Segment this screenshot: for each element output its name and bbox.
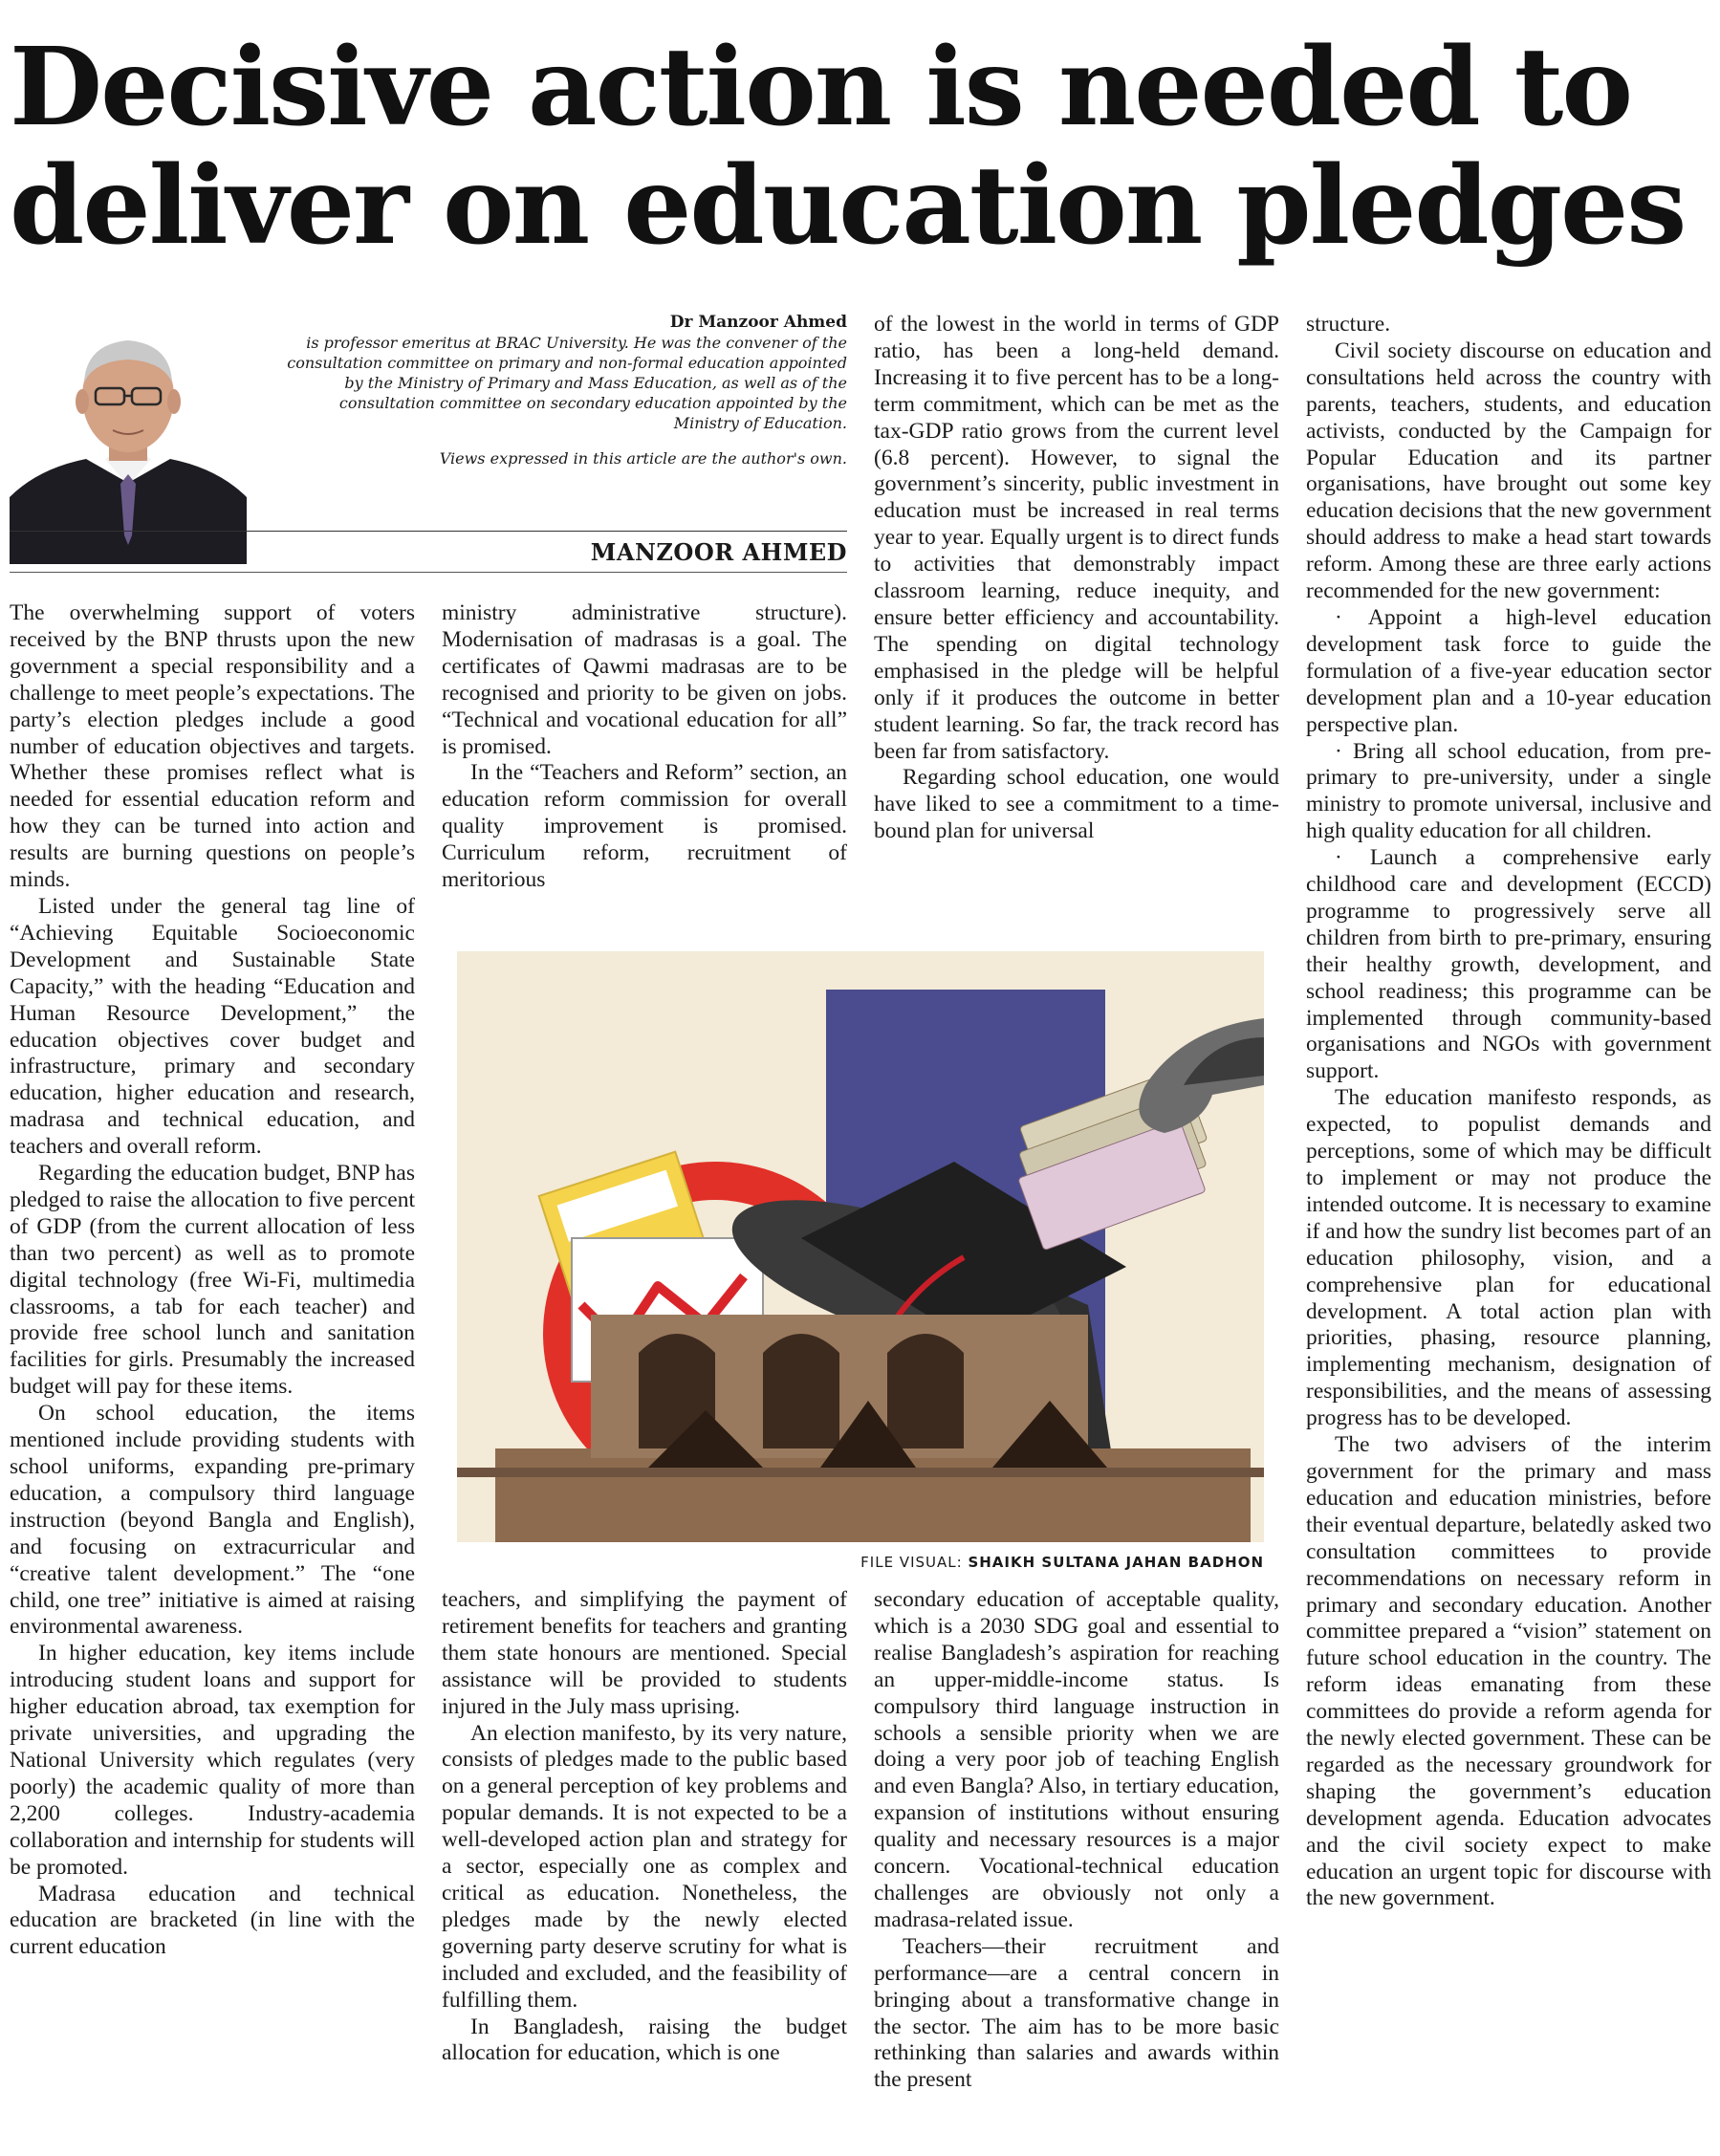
byline: MANZOOR AHMED [590,538,847,566]
byline-bottom-rule [10,572,847,573]
paragraph: teachers, and simplifying the payment of retirement benefits for teachers and granting them state honours are mentioned. Special assistance will be provided to students injured in the July mass uprising. [442,1587,847,1719]
image-credit-label: FILE VISUAL: [860,1554,963,1571]
paragraph: ministry administrative structure). Modernisation of madrasas is a goal. The certificates of Qawmi madrasas are to be recognised and priority to be given on jobs. “Technical and vocational education for all” is promised. [442,600,847,759]
paragraph: The education manifesto responds, as expected, to populist demands and perceptions, some of which may be difficult to implement or may not produce the intended outcome. It is necessary to examine if and how the sundry list becomes part of an education philosophy, vision, and a comprehensive plan for educational development. A total action plan with priorities, phasing, resource planning, implementing mechanism, designation of responsibilities, and the means of assessing progress has to be developed. [1306,1085,1711,1431]
paragraph: Teachers—their recruitment and performance—are a central concern in bringing about a transformative change in the sector. The aim has to be more basic rethinking than salaries and awards within the present [874,1933,1279,2093]
paragraph: · Launch a comprehensive early childhood care and development (ECCD) programme to progressively serve all children from birth to pre-primary, ensuring their healthy growth, development, and school readiness; this programme can be implemented through community-based organisations and NGOs with government support. [1306,845,1711,1084]
author-portrait [10,316,247,564]
article-column-2-bottom [442,1587,847,2067]
byline-top-rule [10,531,847,532]
paragraph: On school education, the items mentioned include providing students with school uniforms, expanding pre-primary education, a compulsory third language instruction (beyond Bangla and English), and focusing on extracurricular and “creative talent development.” The “one child, one tree” initiative is aimed at raising environmental awareness. [10,1401,415,1640]
headline: Decisive action is needed to deliver on education pledges [10,25,1686,269]
paragraph: Civil society discourse on education and consultations held across the country with parents, teachers, students, and education activists, conducted by the Campaign for Popular Education and its partner organisations, have brought out some key education decisions that the new government should address to make a head start towards reform. Among these are three early actions recommended for the new government: [1306,338,1711,604]
education-budget-illustration [457,951,1264,1542]
paragraph: secondary education of acceptable quality, which is a 2030 SDG goal and essential to realise Bangladesh’s aspiration for reaching an upper-middle-income status. Is compulsory third language instruction in schools a sensible priority when we are doing a very poor job of teaching English and even Bangla? Also, in tertiary education, expansion of institutions without ensuring quality and necessary resources is a major concern. Vocational-technical education challenges are obviously not only a madrasa-related issue. [874,1587,1279,1932]
article-column-4 [1306,312,1711,1912]
image-credit-name: SHAIKH SULTANA JAHAN BADHON [968,1554,1264,1571]
article-column-2-top [442,600,847,894]
paragraph: structure. [1306,312,1391,337]
paragraph: An election manifesto, by its very nature, consists of pledges made to the public based on a general perception of key problems and popular demands. It is not expected to be a well-developed action plan and strategy for a sector, especially one as complex and critical as education. Nonetheless, the pledges made by the newly elected governing party deserve scrutiny for what is included and excluded, and the feasibility of fulfilling them. [442,1720,847,2013]
paragraph: · Bring all school education, from pre-primary to pre-university, under a single ministry to promote universal, inclusive and high quality education for all children. [1306,738,1711,844]
paragraph: · Appoint a high-level education development task force to guide the formulation of a five-year education sector development plan and a 10-year education perspective plan. [1306,604,1711,737]
author-name: Dr Manzoor Ahmed [669,313,847,332]
paragraph: Madrasa education and technical education are bracketed (in line with the current education [10,1881,415,1960]
article-column-3-top [874,312,1279,845]
paragraph: of the lowest in the world in terms of GDP ratio, has been a long-held demand. Increasing it to five percent has to be a long-term commitment, which can be met as the tax-GDP ratio grows from the current level (6.8 percent). However, to signal the government’s sincerity, public investment in education must be increased in real terms year to year. Equally urgent is to direct funds to activities that demonstrably impact classroom learning, reduce inequity, and ensure better efficiency and accountability. The spending on digital technology emphasised in the pledge will be helpful only if it produces the outcome in better student learning. So far, the track record has been far from satisfactory. [874,312,1279,764]
paragraph: In the “Teachers and Reform” section, an education reform commission for overall quality improvement is promised. Curriculum reform, recruitment of meritorious [442,760,847,893]
paragraph: The two advisers of the interim government for the primary and mass education and education ministries, before their eventual departure, belatedly asked two consultation committees to provide recommendations on necessary reform in primary and secondary education. Another committee prepared a “vision” statement on future school education in the country. The reform ideas emanating from these committees do provide a reform agenda for the newly elected government. These can be regarded as the necessary groundwork for shaping the government’s education development agenda. Education advocates and the civil society expect to make education an urgent topic for discourse with the new government. [1306,1432,1711,1911]
paragraph: Regarding school education, one would have liked to see a commitment to a time-bound plan for universal [874,765,1279,844]
opinion-disclaimer: Views expressed in this article are the author's own. [439,449,847,468]
paragraph: Regarding the education budget, BNP has pledged to raise the allocation to five percent of GDP (from the current allocation of less than two percent) as well as to promote digital technology (free Wi-Fi, multimedia classrooms, a tab for each teacher) and provide free school lunch and sanitation facilities for girls. Presumably the increased budget will pay for these items. [10,1161,415,1400]
paragraph: Listed under the general tag line of “Achieving Equitable Socioeconomic Development and Sustainable State Capacity,” with the heading “Education and Human Resource Development,” the education objectives cover budget and infrastructure, primary and secondary education, higher education and research, madrasa and technical education, and teachers and overall reform. [10,893,415,1160]
paragraph: The overwhelming support of voters received by the BNP thrusts upon the new government a special responsibility and a challenge to meet people’s expectations. The party’s election pledges include a good number of education objectives and targets. Whether these promises reflect what is needed for essential education reform and how they can be turned into action and results are burning questions on people’s minds. [10,600,415,893]
article-column-1 [10,600,415,1961]
paragraph: In Bangladesh, raising the budget allocation for education, which is one [442,2014,847,2066]
author-bio-box [287,313,847,468]
paragraph: In higher education, key items include introducing student loans and support for higher education abroad, tax exemption for private universities, and upgrading the National University which regulates (very poorly) the academic quality of more than 2,200 colleges. Industry-academia collaboration and internship for students will be promoted. [10,1641,415,1880]
image-credit [457,1554,1264,1571]
author-bio: is professor emeritus at BRAC University. He was the convener of the consultation committee on primary and non-formal education appointed by the Ministry of Primary and Mass Education, as well as of the consultation committee on secondary education appointed by the Ministry of Education. [287,334,847,432]
article-column-3-bottom [874,1587,1279,2094]
